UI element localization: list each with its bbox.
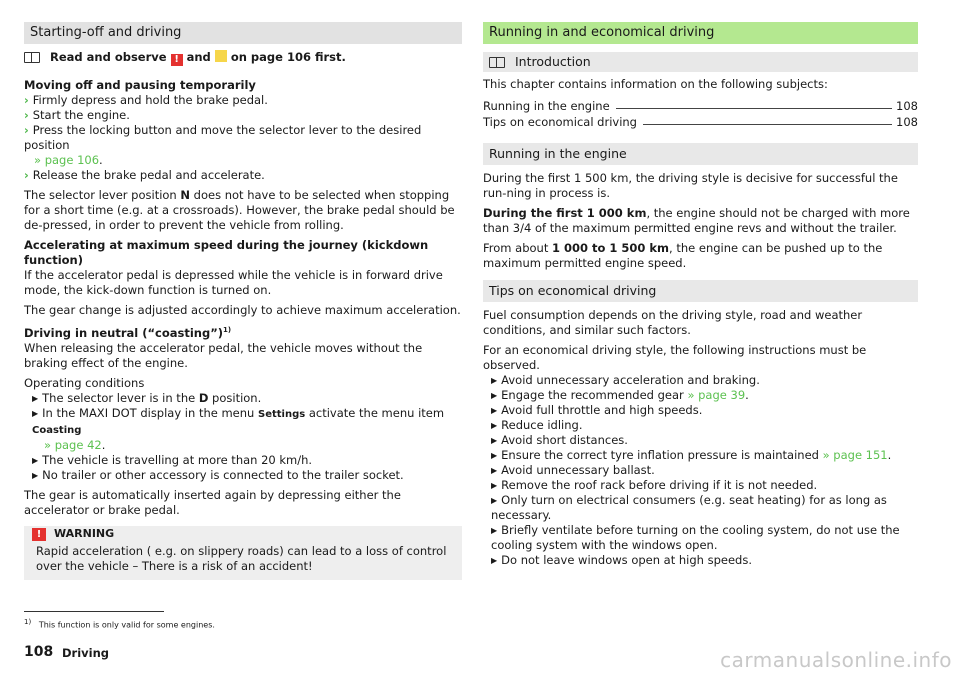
tips-para: Fuel consumption depends on the driving style, road and weather conditions, and similar such factors. <box>483 308 863 337</box>
step-item: › Firmly depress and hold the brake pedal. <box>24 93 268 107</box>
tip-item: ▶ Do not leave windows open at high speeds. <box>491 553 753 567</box>
run-para: During the first 1 500 km, the driving style is decisive for successful the run-ning in process is. <box>483 171 898 200</box>
warning-icon: ! <box>171 54 183 66</box>
warning-header: ! WARNING <box>24 526 462 541</box>
read-observe-line: Read and observe ! and on page 106 first. <box>24 50 462 66</box>
bullet-icon: ▶ <box>491 451 498 460</box>
warning-box <box>24 526 462 580</box>
step-item: › Press the locking button and move the selector lever to the desired position » page 106. <box>24 123 422 167</box>
toc-entry[interactable]: Running in the engine 108 <box>483 99 918 113</box>
coasting-text: When releasing the accelerator pedal, the vehicle moves without the braking effect of the engine. <box>24 340 423 370</box>
selector-para: The selector lever position N does not have to be selected when stopping for a short time (e.g. at a crossroads). However, the brake pedal should be de-pressed, in order to prevent the vehicle from rolling. <box>24 188 455 232</box>
bullet-icon: ▶ <box>491 406 498 415</box>
condition-item: ▶ In the MAXI DOT display in the menu Settings activate the menu item Coasting » page 42. <box>32 405 445 452</box>
note-icon <box>215 50 227 62</box>
gear-text: The gear change is adjusted accordingly to achieve maximum acceleration. <box>24 303 461 317</box>
tip-item: ▶ Avoid unnecessary ballast. <box>491 463 655 477</box>
bullet-icon: ▶ <box>491 526 498 535</box>
page-link[interactable]: » page 42 <box>44 437 102 452</box>
kickdown-title: Accelerating at maximum speed during the journey (kickdown function) <box>24 238 429 267</box>
page-link[interactable]: » page 106 <box>34 153 100 167</box>
step-item: › Release the brake pedal and accelerate. <box>24 168 265 182</box>
page-link[interactable]: » page 39 <box>687 388 746 402</box>
bullet-icon: ▶ <box>491 376 498 385</box>
arrow-icon: › <box>24 168 29 182</box>
right-column <box>483 22 918 568</box>
condition-item: ▶ The vehicle is travelling at more than 20 km/h. <box>32 452 313 467</box>
arrow-icon: › <box>24 123 29 137</box>
kickdown-text: If the accelerator pedal is depressed while the vehicle is in forward drive mode, the kick-down function is turned on. <box>24 268 443 297</box>
section-heading: Starting-off and driving <box>24 22 462 44</box>
intro-heading: Introduction <box>483 52 918 72</box>
auto-gear-text: The gear is automatically inserted again by depressing either the accelerator or brake pedal. <box>24 487 401 517</box>
book-icon <box>489 57 505 68</box>
page-link[interactable]: » page 151 <box>822 448 888 462</box>
operating-conditions-label: Operating conditions <box>24 375 145 390</box>
tip-item: ▶ Ensure the correct tyre inflation pressure is maintained » page 151. <box>491 448 892 462</box>
intro-text: This chapter contains information on the following subjects: <box>483 77 828 91</box>
tips-heading: Tips on economical driving <box>483 280 918 302</box>
condition-item: ▶ No trailer or other accessory is connected to the trailer socket. <box>32 467 404 482</box>
bullet-icon: ▶ <box>491 556 498 565</box>
condition-item: ▶ The selector lever is in the D position. <box>32 390 262 405</box>
tip-item: ▶ Reduce idling. <box>491 418 583 432</box>
footnote: $^{1)}$ This function is only valid for some engines. <box>24 618 215 630</box>
watermark: carmanualsonline.info <box>720 648 952 672</box>
run-para: From about 1 000 to 1 500 km, the engine can be pushed up to the maximum permitted engine speed. <box>483 241 883 270</box>
bullet-icon: ▶ <box>491 436 498 445</box>
coasting-title: Driving in neutral (“coasting”)$^{1)}$ <box>24 325 232 340</box>
step-item: › Start the engine. <box>24 108 130 122</box>
book-icon <box>24 52 40 63</box>
tip-item: ▶ Only turn on electrical consumers (e.g. seat heating) for as long as necessary. <box>491 493 887 522</box>
warning-icon: ! <box>32 528 46 541</box>
tip-item: ▶ Avoid full throttle and high speeds. <box>491 403 703 417</box>
run-para: During the first 1 000 km, the engine should not be charged with more than 3/4 of the maximum permitted engine revs and without the trailer. <box>483 206 910 235</box>
running-in-heading: Running in the engine <box>483 143 918 165</box>
bullet-icon: ▶ <box>491 481 498 490</box>
arrow-icon: › <box>24 93 29 107</box>
tip-item: ▶ Engage the recommended gear » page 39. <box>491 388 749 402</box>
warning-text: Rapid acceleration ( e.g. on slippery roads) can lead to a loss of control over the vehicle – There is a risk of an accident! <box>36 543 447 573</box>
moving-title: Moving off and pausing temporarily <box>24 78 256 92</box>
tip-item: ▶ Avoid unnecessary acceleration and braking. <box>491 373 760 387</box>
left-column <box>24 22 462 580</box>
page-section-label: Driving <box>62 646 110 660</box>
tips-list <box>483 373 918 568</box>
tips-para: For an economical driving style, the following instructions must be observed. <box>483 343 867 372</box>
page-number: 108 <box>24 644 54 660</box>
tip-item: ▶ Avoid short distances. <box>491 433 628 447</box>
arrow-icon: › <box>24 108 29 122</box>
tip-item: ▶ Briefly ventilate before turning on the cooling system, do not use the cooling system with the windows open. <box>491 523 900 552</box>
bullet-icon: ▶ <box>491 466 498 475</box>
tip-item: ▶ Remove the roof rack before driving if it is not needed. <box>491 478 818 492</box>
footnote-divider <box>24 611 164 612</box>
chapter-heading: Running in and economical driving <box>483 22 918 44</box>
toc-entry[interactable]: Tips on economical driving 108 <box>483 115 918 129</box>
bullet-icon: ▶ <box>491 391 498 400</box>
bullet-icon: ▶ <box>491 496 498 505</box>
bullet-icon: ▶ <box>491 421 498 430</box>
